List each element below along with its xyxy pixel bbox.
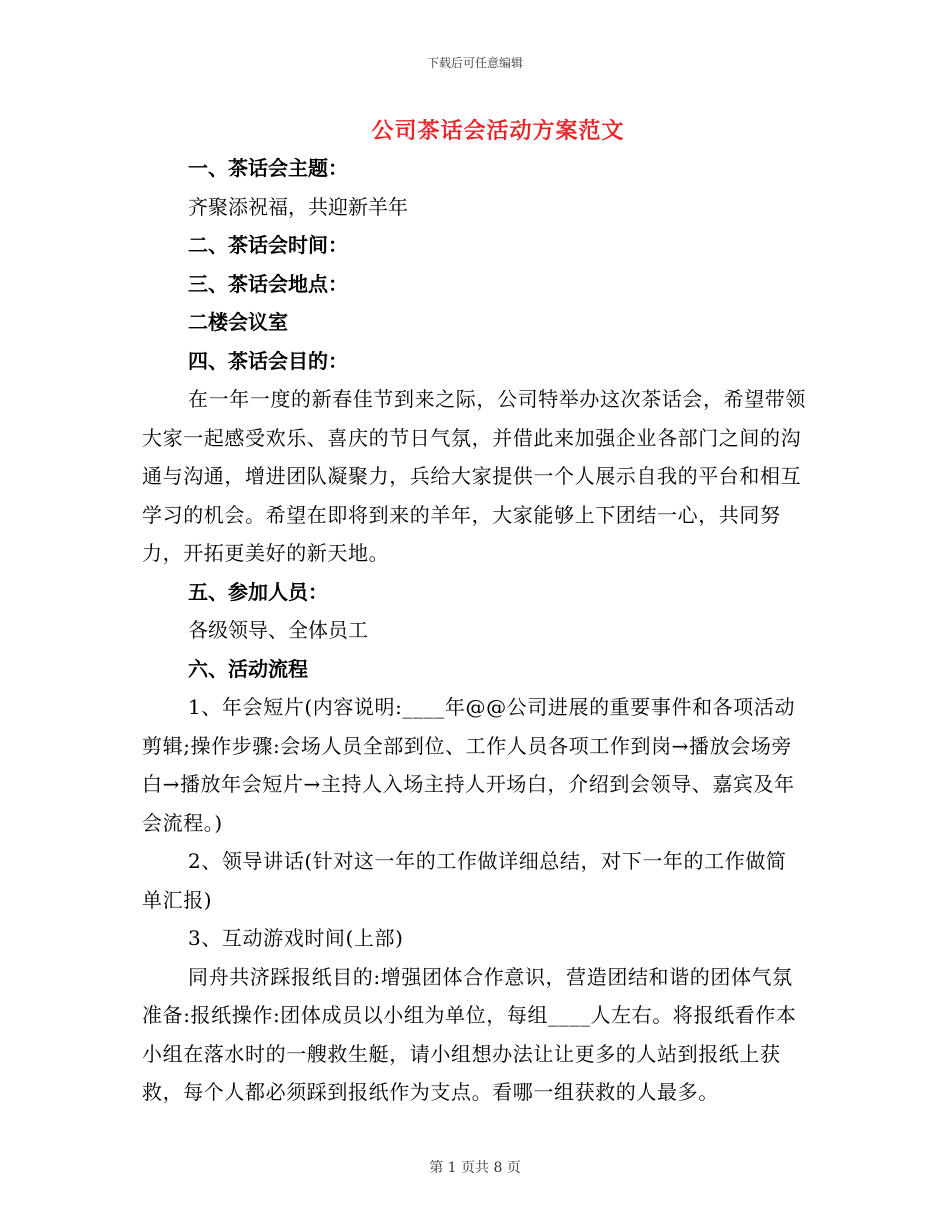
section-heading-purpose: 四、茶话会目的： [188,348,348,373]
section-heading-participants: 五、参加人员： [188,579,328,604]
page-number: 第 1 页共 8 页 [429,1160,521,1176]
process-item-1: 1、年会短片(内容说明:____年@@公司进展的重要事件和各项活动剪辑;操作步骤:会场人员全部到位、工作人员各项工作到岗→播放会场旁白→播放年会短片→主持人入场主持人开场白，介绍到会领导、嘉宾及年会流程。) [142,695,796,835]
section-heading-location: 三、茶话会地点： [188,271,348,296]
purpose-paragraph: 在一年一度的新春佳节到来之际，公司特举办这次茶话会，希望带领大家一起感受欢乐、喜庆的节日气氛，并借此来加强企业各部门之间的沟通与沟通，增进团队凝聚力，兵给大家提供一个人展示自我的平台和相互学习的机会。希望在即将到来的羊年，大家能够上下团结一心，共同努力，开拓更美好的新天地。 [142,387,806,565]
process-item-3: 3、互动游戏时间(上部) [188,926,404,950]
section-heading-process: 六、活动流程 [188,656,308,681]
location-text: 二楼会议室 [188,310,288,334]
document-title: 公司茶话会活动方案范文 [371,119,625,144]
document-body [142,149,806,1112]
section-heading-theme: 一、茶话会主题： [188,156,348,180]
section-heading-time: 二、茶话会时间： [188,233,348,257]
participants-text: 各级领导、全体员工 [188,618,368,642]
process-item-2: 2、领导讲话(针对这一年的工作做详细总结，对下一年的工作做简单汇报) [142,849,787,912]
header-note: 下载后可任意编辑 [426,56,523,70]
game-description: 同舟共济踩报纸目的:增强团体合作意识，营造团结和谐的团体气氛准备:报纸操作:团体成员以小组为单位，每组____人左右。将报纸看作本小组在落水时的一艘救生艇，请小组想办法让让更多的人站到报纸上获救，每个人都必须踩到报纸作为支点。看哪一组获救的人最多。 [142,964,797,1104]
theme-text: 齐聚添祝福，共迎新羊年 [188,194,408,219]
